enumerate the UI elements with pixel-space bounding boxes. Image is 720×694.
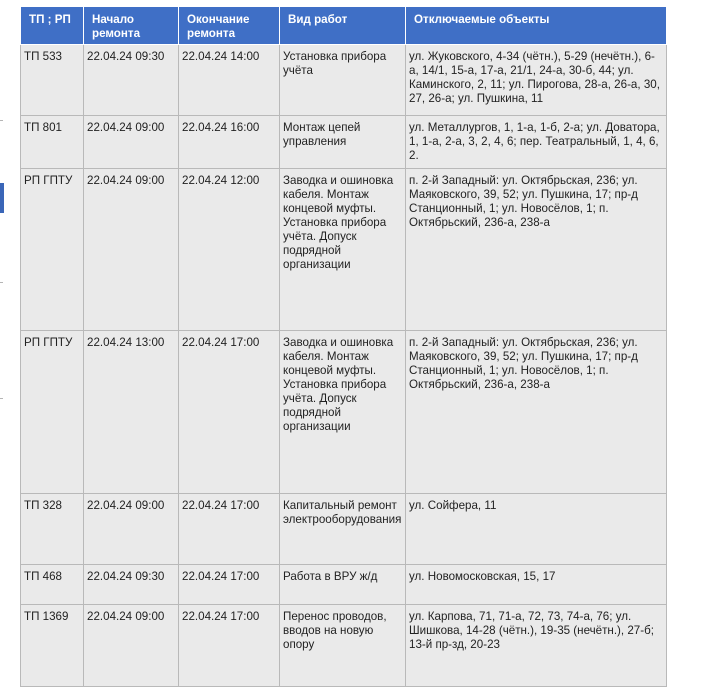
header-repair-start: Начало ремонта xyxy=(84,7,179,45)
table-row xyxy=(21,565,667,605)
header-affected-objects: Отключаемые объекты xyxy=(406,7,667,45)
cell-start: 22.04.24 09:00 xyxy=(84,605,179,687)
cell-station: ТП 533 xyxy=(21,45,84,116)
cell-start: 22.04.24 09:00 xyxy=(84,494,179,565)
cell-end: 22.04.24 17:00 xyxy=(179,494,280,565)
cell-objects: ул. Новомосковская, 15, 17 xyxy=(406,565,667,605)
cell-station: РП ГПТУ xyxy=(21,331,84,494)
cell-end: 22.04.24 17:00 xyxy=(179,331,280,494)
table-header-row xyxy=(21,7,667,45)
cell-work: Заводка и ошиновка кабеля. Монтаж концевой муфты. Установка прибора учёта. Допуск подрядной организации xyxy=(280,169,406,331)
cell-work: Капитальный ремонт электрооборудования xyxy=(280,494,406,565)
cell-work: Установка прибора учёта xyxy=(280,45,406,116)
cell-start: 22.04.24 09:00 xyxy=(84,169,179,331)
cell-start: 22.04.24 09:30 xyxy=(84,565,179,605)
table-row xyxy=(21,494,667,565)
cell-work: Работа в ВРУ ж/д xyxy=(280,565,406,605)
cell-start: 22.04.24 09:00 xyxy=(84,116,179,169)
cell-objects: п. 2-й Западный: ул. Октябрьская, 236; ул. Маяковского, 39, 52; ул. Пушкина, 17; пр-д Станционный, 1; ул. Новосёлов, 1; п. Октябрьский, 236-а, 238-а xyxy=(406,169,667,331)
left-edge-tick xyxy=(0,282,3,283)
cell-station: ТП 468 xyxy=(21,565,84,605)
cell-work: Заводка и ошиновка кабеля. Монтаж концевой муфты. Установка прибора учёта. Допуск подрядной организации xyxy=(280,331,406,494)
cell-objects: ул. Жуковского, 4-34 (чётн.), 5-29 (нечётн.), 6-а, 14/1, 15-а, 17-а, 21/1, 24-а, 30-б, 44; ул. Каминского, 2, 11; ул. Пирогова, 28-а, 26-а, 30, 27, 26-а; ул. Пушкина, 11 xyxy=(406,45,667,116)
header-work-type: Вид работ xyxy=(280,7,406,45)
table-row xyxy=(21,45,667,116)
outage-schedule-table xyxy=(20,6,667,687)
cell-station: РП ГПТУ xyxy=(21,169,84,331)
table-row xyxy=(21,116,667,169)
left-edge-tick xyxy=(0,398,3,399)
cell-end: 22.04.24 16:00 xyxy=(179,116,280,169)
header-repair-end: Окончание ремонта xyxy=(179,7,280,45)
cell-objects: ул. Сойфера, 11 xyxy=(406,494,667,565)
cell-end: 22.04.24 17:00 xyxy=(179,605,280,687)
cell-end: 22.04.24 14:00 xyxy=(179,45,280,116)
cell-station: ТП 801 xyxy=(21,116,84,169)
cell-station: ТП 1369 xyxy=(21,605,84,687)
cell-end: 22.04.24 12:00 xyxy=(179,169,280,331)
cell-objects: п. 2-й Западный: ул. Октябрьская, 236; ул. Маяковского, 39, 52; ул. Пушкина, 17; пр-д Станционный, 1; ул. Новосёлов, 1; п. Октябрьский, 236-а, 238-а xyxy=(406,331,667,494)
left-edge-tick xyxy=(0,120,3,121)
header-station: ТП ; РП xyxy=(21,7,84,45)
cell-station: ТП 328 xyxy=(21,494,84,565)
cell-start: 22.04.24 09:30 xyxy=(84,45,179,116)
table-row xyxy=(21,169,667,331)
cell-objects: ул. Карпова, 71, 71-а, 72, 73, 74-а, 76; ул. Шишкова, 14-28 (чётн.), 19-35 (нечётн.), 27-б; 13-й пр-зд, 20-23 xyxy=(406,605,667,687)
cell-work: Монтаж цепей управления xyxy=(280,116,406,169)
cell-start: 22.04.24 13:00 xyxy=(84,331,179,494)
cell-objects: ул. Металлургов, 1, 1-а, 1-б, 2-а; ул. Доватора, 1, 1-а, 2-а, 3, 2, 4, 6; пер. Театральный, 1, 4, 6, 2. xyxy=(406,116,667,169)
left-edge-accent xyxy=(0,183,4,213)
cell-work: Перенос проводов, вводов на новую опору xyxy=(280,605,406,687)
cell-end: 22.04.24 17:00 xyxy=(179,565,280,605)
table-row xyxy=(21,605,667,687)
table-row xyxy=(21,331,667,494)
